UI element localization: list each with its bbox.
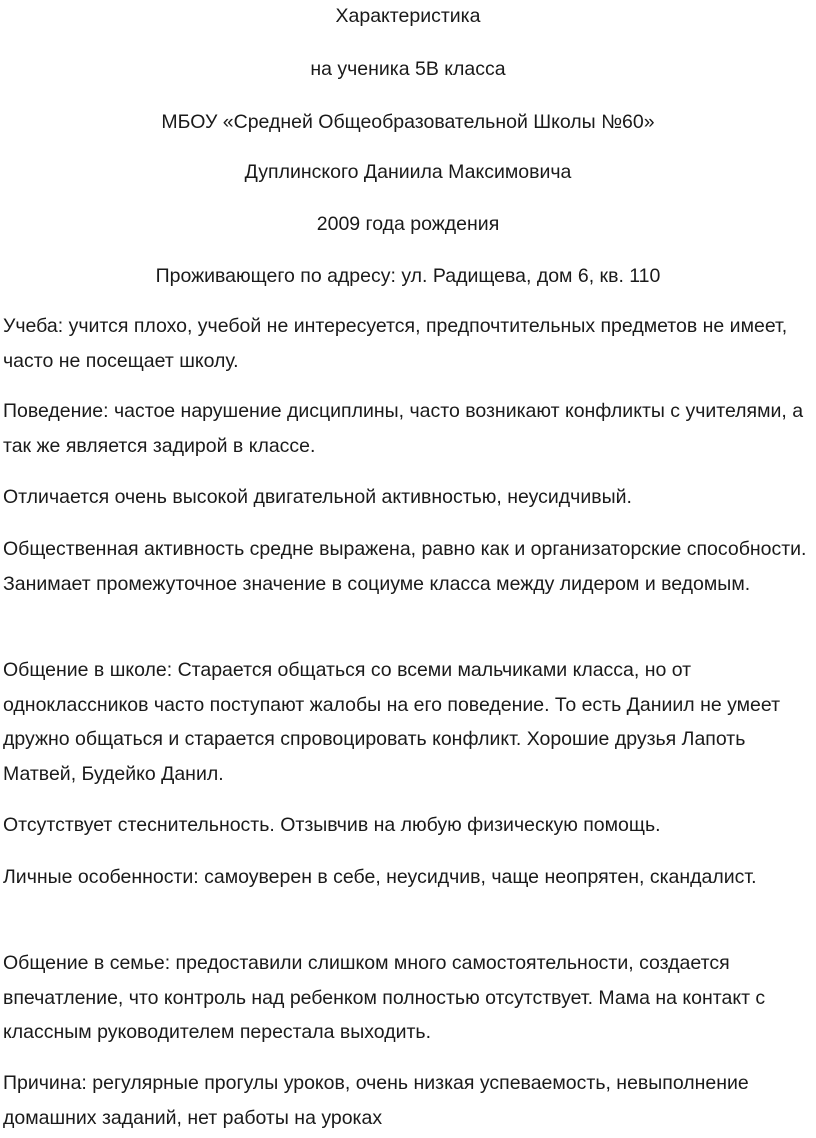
birth-year: 2009 года рождения <box>316 213 500 235</box>
document-title: Характеристика <box>335 5 481 27</box>
paragraph-study: Учеба: учится плохо, учебой не интересуется, предпочтительных предметов не имеет, часто не посещает школу. <box>3 315 788 372</box>
paragraph-shyness: Отсутствует стеснительность. Отзывчив на любую физическую помощь. <box>3 814 661 836</box>
paragraph-behavior: Поведение: частое нарушение дисциплины, часто возникают конфликты с учителями, а так же является задирой в классе. <box>3 400 804 457</box>
paragraph-reason: Причина: регулярные прогулы уроков, очень низкая успеваемость, невыполнение домашних заданий, нет работы на уроках <box>3 1072 749 1129</box>
school-name: МБОУ «Средней Общеобразовательной Школы №60» <box>161 111 655 133</box>
paragraph-family: Общение в семье: предоставили слишком много самостоятельности, создается впечатление, что контроль над ребенком полностью отсутствует. Мама на контакт с классным руководителем перестала выходить. <box>3 952 766 1043</box>
student-name: Дуплинского Даниила Максимовича <box>244 161 572 183</box>
paragraph-social: Общественная активность средне выражена, равно как и организаторские способности. Занимает промежуточное значение в социуме класса между лидером и ведомым. <box>3 538 807 595</box>
paragraph-activity: Отличается очень высокой двигательной активностью, неусидчивый. <box>3 486 632 508</box>
document-subtitle: на ученика 5В класса <box>310 58 506 80</box>
paragraph-personal: Личные особенности: самоуверен в себе, неусидчив, чаще неопрятен, скандалист. <box>3 866 757 888</box>
student-address: Проживающего по адресу: ул. Радищева, дом 6, кв. 110 <box>155 265 661 287</box>
paragraph-school-communication: Общение в школе: Старается общаться со всеми мальчиками класса, но от одноклассников часто поступают жалобы на его поведение. То есть Даниил не умеет дружно общаться и старается спровоцировать конфликт. Хорошие друзья Лапоть Матвей, Будейко Данил. <box>3 659 781 785</box>
